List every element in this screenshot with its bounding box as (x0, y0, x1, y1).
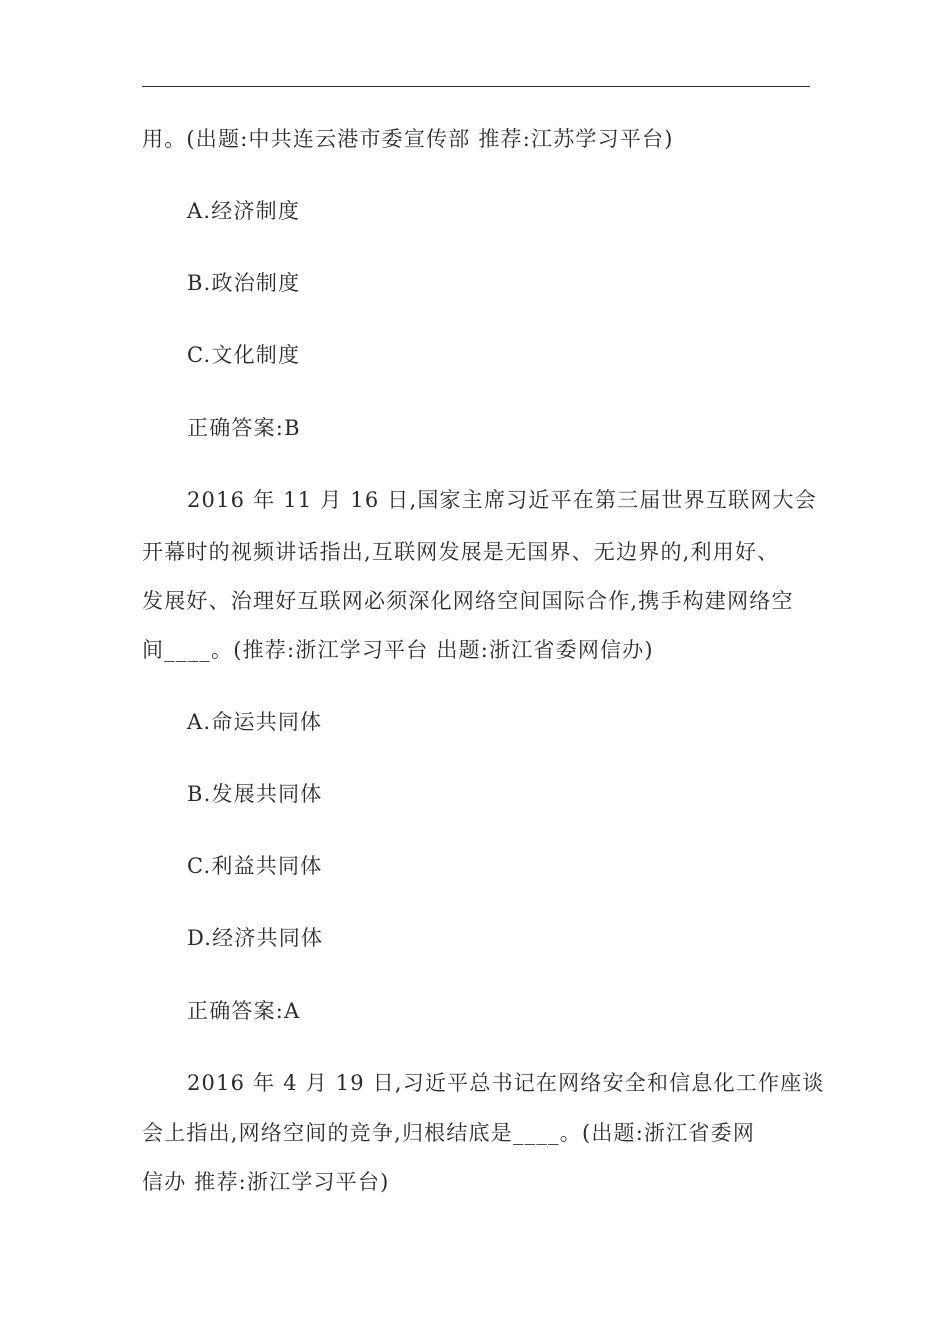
question-1-stem-tail: 用。(出题:中共连云港市委宣传部 推荐:江苏学习平台) (142, 127, 674, 151)
question-2-option-d: D.经济共同体 (187, 926, 324, 950)
question-2-option-b: B.发展共同体 (187, 782, 323, 806)
question-3-stem-line-2: 会上指出,网络空间的竞争,归根结底是____。(出题:浙江省委网 (142, 1121, 756, 1145)
question-3-stem-line-1: 2016 年 4 月 19 日,习近平总书记在网络安全和信息化工作座谈 (187, 1071, 825, 1095)
question-3-stem-line-3: 信办 推荐:浙江学习平台) (142, 1170, 390, 1194)
question-1-answer: 正确答案:B (187, 416, 301, 440)
question-2-stem-line-1: 2016 年 11 月 16 日,国家主席习近平在第三届世界互联网大会 (187, 488, 817, 512)
question-2-option-c: C.利益共同体 (187, 854, 323, 878)
question-1-option-b: B.政治制度 (187, 271, 301, 295)
question-2-stem-line-2: 开幕时的视频讲话指出,互联网发展是无国界、无边界的,利用好、 (142, 540, 780, 564)
question-2-answer: 正确答案:A (187, 999, 301, 1023)
question-1-option-c: C.文化制度 (187, 343, 301, 367)
question-2-option-a: A.命运共同体 (187, 710, 323, 734)
question-2-stem-line-4: 间____。(推荐:浙江学习平台 出题:浙江省委网信办) (142, 638, 654, 662)
question-2-stem-line-3: 发展好、治理好互联网必须深化网络空间国际合作,携手构建网络空 (142, 589, 794, 613)
question-1-option-a: A.经济制度 (187, 199, 301, 223)
header-rule (142, 86, 810, 87)
